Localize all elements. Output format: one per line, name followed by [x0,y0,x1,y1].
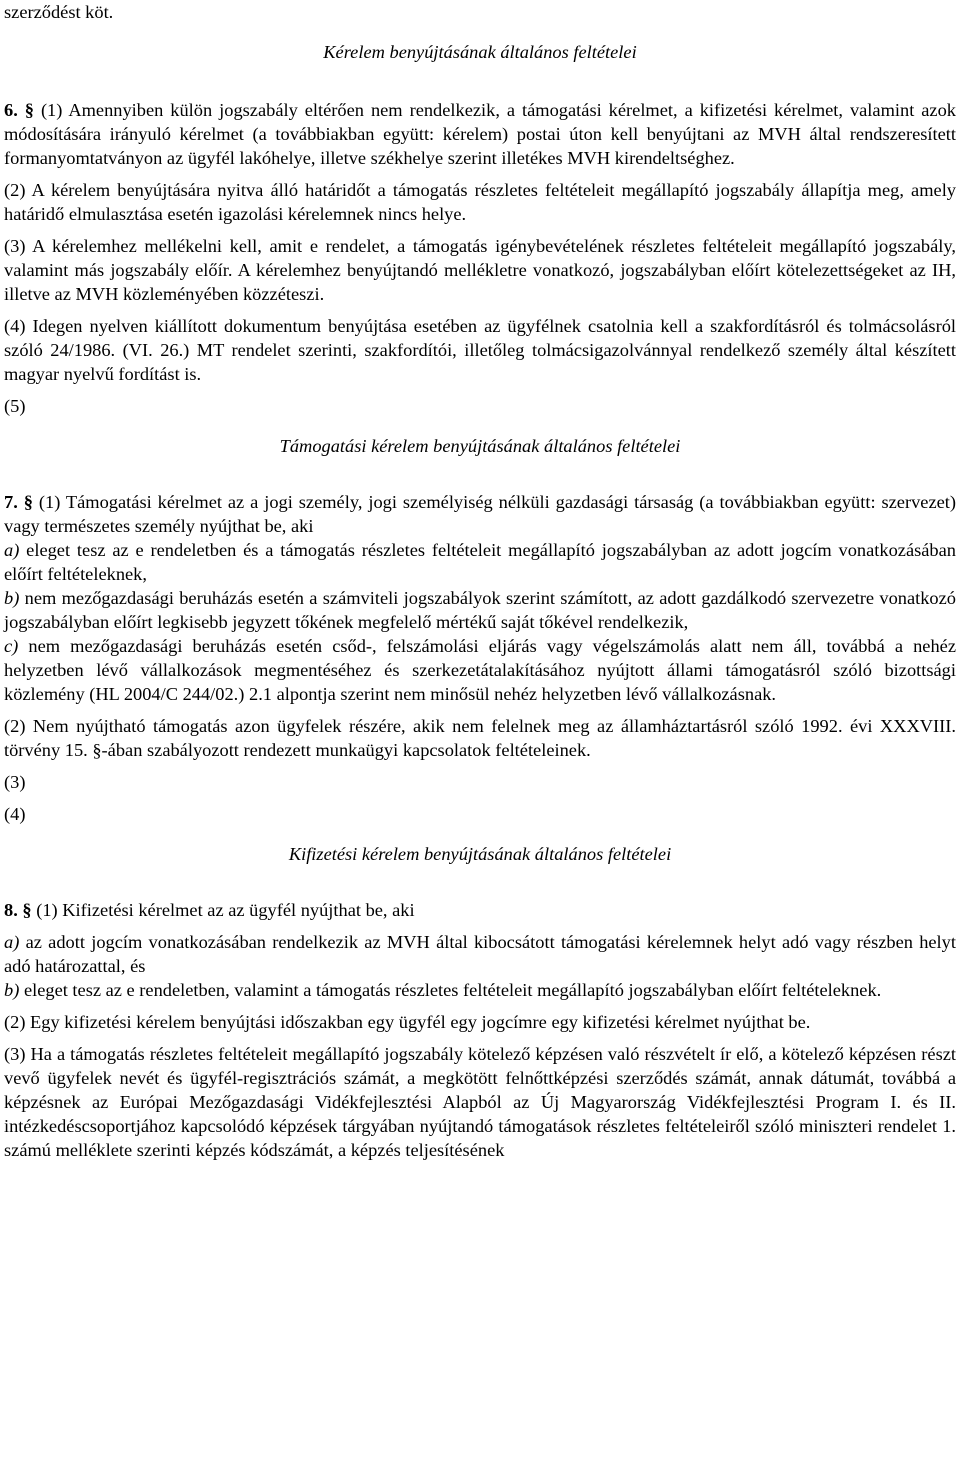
section-6-para-1 [4,98,956,170]
section-6-para-4: (4) Idegen nyelven kiállított dokumentum benyújtása esetében az ügyfélnek csatolnia kell a szakfordításról és tolmácsolásról szóló 24/1986. (VI. 26.) MT rendelet szerinti, szakfordítói, illetőleg tolmácsigazolvánnyal rendelkező személy által készített magyar nyelvű fordítást is. [4,316,956,384]
section-7-point-c-label: c) [4,636,19,656]
section-7-point-a-text: eleget tesz az e rendeletben és a támogatás részletes feltételeit megállapító jogszabályban az adott jogcím vonatkozásában előírt feltételeknek, [4,540,956,584]
section-7-point-c-text: nem mezőgazdasági beruházás esetén csőd-, felszámolási eljárás vagy végelszámolás alatt nem áll, továbbá a nehéz helyzetben lévő vállalkozások megmentéséhez és szerkezetátalakításához nyújtott állami támogatásról szóló bizottsági közlemény (HL 2004/C 244/02.) 2.1 alpontja szerint nem minősül nehéz helyzetben lévő vállalkozásnak. [4,636,956,704]
section-8-number: 8. [4,900,18,920]
section-8-point-a-label: a) [4,932,20,952]
section-7-para-2: (2) Nem nyújtható támogatás azon ügyfelek részére, akik nem felelnek meg az államháztartásról szóló 1992. évi XXXVIII. törvény 15. §-ában szabályozott rendezett munkaügyi kapcsolatok feltételeinek. [4,716,956,760]
section-8-point-b-label: b) [4,980,20,1000]
section-8-para-2: (2) Egy kifizetési kérelem benyújtási időszakban egy ügyfél egy jogcímre egy kifizetési kérelmet nyújthat be. [4,1012,811,1032]
section-6-para-2: (2) A kérelem benyújtására nyitva álló határidőt a támogatás részletes feltételeit megállapító jogszabály állapítja meg, amely határidő elmulasztása esetén igazolási kérelemnek nincs helye. [4,180,956,224]
section-7-point-a [4,538,956,586]
section-7-para-1 [4,490,956,538]
section-6-para-3: (3) A kérelemhez mellékelni kell, amit e rendelet, a támogatás igénybevételének részletes feltételeit megállapító jogszabály, valamint más jogszabály előír. A kérelemhez benyújtandó mellékletre vonatkozó, jogszabályban előírt kötelezettségeket az IH, illetve az MVH közleményében közzéteszi. [4,236,956,304]
heading-kifizetesi: Kifizetési kérelem benyújtásának általános feltételei [288,844,672,864]
section-8-point-b [4,978,956,1002]
section-8-point-b-text: eleget tesz az e rendeletben, valamint a támogatás részletes feltételeit megállapító jogszabályban előírt feltételeknek. [23,980,882,1000]
section-7-number: 7. [4,492,18,512]
section-7-paragraph-sign: § [23,492,33,512]
section-8-paragraph-sign: § [22,900,32,920]
section-8-para-3: (3) Ha a támogatás részletes feltételeit megállapító jogszabály kötelező képzésen való részvételt ír elő, a kötelező képzésen részt vevő ügyfelek nevét és ügyfél-regisztrációs számát, a megkötött felnőttképzési szerződés számát, annak dátumát, továbbá a képzésnek az Európai Mezőgazdasági Vidékfejlesztési Alapból az Új Magyarország Vidékfejlesztési Program I. és II. intézkedéscsoportjához kapcsolódó képzések tárgyában nyújtandó támogatások részletes feltételeiről szóló miniszteri rendelet 1. számú melléklete szerinti képzés kódszámát, a képzés teljesítésének [4,1044,956,1160]
section-7-point-b-text: nem mezőgazdasági beruházás esetén a számviteli jogszabályok szerint számított, az adott gazdálkodó szervezetre vonatkozó jogszabályban előírt legkisebb jegyzett tőkének megfelelő mértékű saját tőkével rendelkezik, [4,588,956,632]
heading-tamogatasi: Támogatási kérelem benyújtásának általános feltételei [279,436,681,456]
section-6-text-1: (1) Amennyiben külön jogszabály eltérően nem rendelkezik, a támogatási kérelmet, a kifizetési kérelmet, valamint azok módosítására irányuló kérelmet (a továbbiakban együtt: kérelem) postai úton kell benyújtani az MVH által rendszeresített formanyomtatványon az ügyfél lakóhelye, illetve székhelye szerint illetékes MVH kirendeltséghez. [4,100,956,168]
section-7-point-b-label: b) [4,588,20,608]
section-7-point-b [4,586,956,634]
section-6-para-5: (5) [4,396,26,416]
intro-tail: szerződést köt. [4,2,114,22]
section-8-para-1 [4,898,956,922]
section-7-text-1: (1) Támogatási kérelmet az a jogi személy, jogi személyiség nélküli gazdasági társaság (a továbbiakban együtt: szervezet) vagy természetes személy nyújthat be, aki [4,492,956,536]
section-8-point-a [4,930,956,978]
document-page [4,0,956,1162]
section-7-point-a-label: a) [4,540,20,560]
section-7-point-c [4,634,956,706]
section-8-point-a-text: az adott jogcím vonatkozásában rendelkezik az MVH által kibocsátott támogatási kérelemnek helyt adó vagy részben helyt adó határozattal, és [4,932,956,976]
section-7-para-4: (4) [4,804,26,824]
section-7-para-3: (3) [4,772,26,792]
section-8-text-1: (1) Kifizetési kérelmet az az ügyfél nyújthat be, aki [36,900,415,920]
section-6-number: 6. [4,100,18,120]
section-6-paragraph-sign: § [24,100,34,120]
heading-kerelem: Kérelem benyújtásának általános feltételei [323,42,637,62]
